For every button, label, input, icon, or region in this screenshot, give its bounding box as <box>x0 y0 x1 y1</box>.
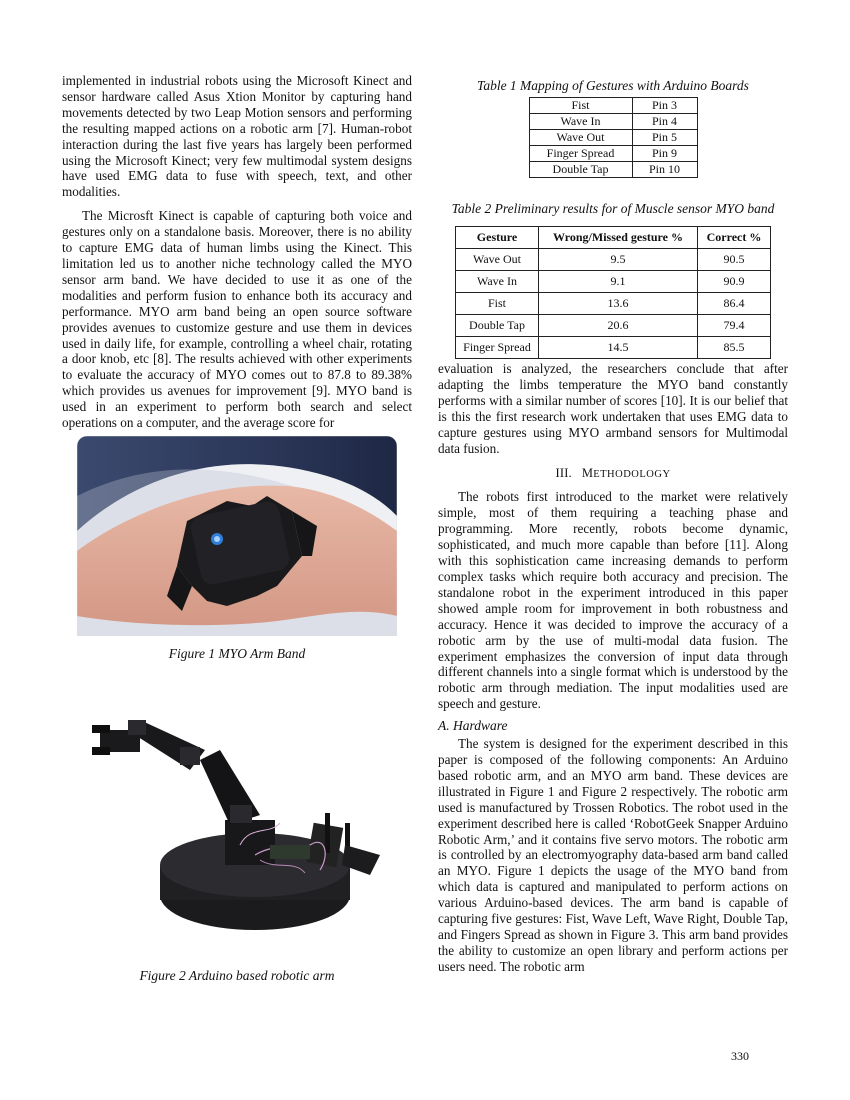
table-2-wrong-cell: 9.1 <box>539 271 698 293</box>
robotic-arm-image <box>80 705 385 960</box>
myo-arm-band-image <box>77 436 397 636</box>
table-1-pin-cell: Pin 5 <box>632 130 697 146</box>
table-1-gesture-cell: Fist <box>529 98 632 114</box>
table-2-gesture-cell: Double Tap <box>456 315 539 337</box>
table-2-row <box>456 271 771 293</box>
table-2-correct-cell: 79.4 <box>698 315 771 337</box>
table-2-correct-cell: 86.4 <box>698 293 771 315</box>
table-2-wrong-cell: 20.6 <box>539 315 698 337</box>
table-2-row <box>456 337 771 359</box>
table-1-row <box>529 98 697 114</box>
table-2-correct-cell: 90.9 <box>698 271 771 293</box>
table-1-row <box>529 130 697 146</box>
right-column <box>438 78 788 975</box>
right-paragraph-1: evaluation is analyzed, the researchers conclude that after adapting the limbs temperature the MYO band constantly performs with a similar number of scores [10]. It is our belief that is this the first research work undertaken that uses EMG data to capture gestures using MYO armband sensors for Multimodal data fusion. <box>438 361 788 456</box>
table-2-gesture-cell: Wave Out <box>456 249 539 271</box>
table-2-row <box>456 249 771 271</box>
figure-1-myo-arm-band <box>77 436 397 636</box>
table-1-row <box>529 162 697 178</box>
table-2-row <box>456 293 771 315</box>
table-1-pin-cell: Pin 3 <box>632 98 697 114</box>
table-1-gesture-cell: Wave In <box>529 114 632 130</box>
table-2-row <box>456 315 771 337</box>
table-2-header-wrong: Wrong/Missed gesture % <box>539 227 698 249</box>
table-1-pin-cell: Pin 9 <box>632 146 697 162</box>
right-paragraph-2: The robots first introduced to the market were relatively simple, most of them requiring a teaching phase and programming. More recently, robots become dynamic, sophisticated, and much more capable than before [11]. Along with this sophistication came increasing demands to perform complex tasks which require both accuracy and precision. The standalone robot in the experiment introduced in this paper showed ample room for improvement in both robustness and accuracy. Hence it was decided to improve the accuracy of a robotic arm by the use of multi-modal data fusion. The experiment emphasizes the conversion of input data through different channels into a single format which is understood by the robotic arm through mediation. The input modalities used are speech and gesture. <box>438 489 788 712</box>
figure-2-robotic-arm <box>80 705 385 960</box>
table-1-gesture-mapping <box>529 97 698 178</box>
table-1-pin-cell: Pin 10 <box>632 162 697 178</box>
table-2-correct-cell: 90.5 <box>698 249 771 271</box>
left-paragraph-2: The Microsft Kinect is capable of capturing both voice and gestures only on a standalone basis. Moreover, there is no ability to capture EMG data of human limbs using the Kinect. This limitation led us to another niche technology called the MYO sensor arm band. We have decided to use it as one of the modalities and perform fusion to enhance both its accuracy and performance. MYO arm band being an open source software provides avenues to customize gesture and use them in devices used in daily life, for example, controlling a wheel chair, rotating a door knob, etc [8]. The results achieved with other experiments to evaluate the accuracy of MYO comes out to 87.8 to 89.38% which provides us avenues for improvement [9]. MYO band is used in an experiment to perform both search and select operations on a computer, and the average score for <box>62 208 412 431</box>
table-2-gesture-cell: Wave In <box>456 271 539 293</box>
table-2-header-gesture: Gesture <box>456 227 539 249</box>
table-2-wrong-cell: 13.6 <box>539 293 698 315</box>
table-2-wrong-cell: 9.5 <box>539 249 698 271</box>
table-1-pin-cell: Pin 4 <box>632 114 697 130</box>
table-2-gesture-cell: Fist <box>456 293 539 315</box>
table-2-gesture-cell: Finger Spread <box>456 337 539 359</box>
table-2-wrong-cell: 14.5 <box>539 337 698 359</box>
table-1-row <box>529 114 697 130</box>
table-1-gesture-cell: Wave Out <box>529 130 632 146</box>
table-2-preliminary-results <box>455 226 771 359</box>
table-1-caption: Table 1 Mapping of Gestures with Arduino Boards <box>477 78 749 93</box>
table-1-gesture-cell: Finger Spread <box>529 146 632 162</box>
page-number: 330 <box>731 1049 749 1063</box>
section-title-initial: M <box>581 466 594 481</box>
table-2-caption: Table 2 Preliminary results for of Muscle sensor MYO band <box>451 201 775 216</box>
table-1-row <box>529 146 697 162</box>
section-number: III. <box>555 466 572 481</box>
left-paragraph-1: implemented in industrial robots using the Microsoft Kinect and sensor hardware called Asus Xtion Monitor by capturing hand movements detected by two Leap Motion sensors and performing the resulting mapped actions on a robotic arm [7]. Human-robot interaction during the last five years has largely been performed using the Microsoft Kinect; very few multimodal system designs have used EMG data to fuse with speech, text, and other modalities. <box>62 73 412 200</box>
subsection-hardware: A. Hardware <box>438 718 508 734</box>
table-1-gesture-cell: Double Tap <box>529 162 632 178</box>
right-paragraph-3: The system is designed for the experiment described in this paper is composed of the following components: An Arduino based robotic arm, and an MYO arm band. These devices are illustrated in Figure 1 and Figure 2 respectively. The robotic arm used is manufactured by Trossen Robotics. The robot used in the experiment described here is called ‘RobotGeek Snapper Arduino Robotic Arm,’ and it contains five servo motors. The robotic arm is controlled by an electromyography data-based arm band called an MYO. Figure 1 depicts the usage of the MYO band from which data is captured and manipulated to perform actions on various Arduino-based devices. The arm band is capable of capturing five gestures: Fist, Wave Left, Wave Right, Double Tap, and Fingers Spread as shown in Figure 3. This arm band provides the ability to customize an open library and perform actions per users need. The robotic arm <box>438 736 788 974</box>
section-title-rest: ETHODOLOGY <box>593 469 671 481</box>
figure-2-caption: Figure 2 Arduino based robotic arm <box>139 968 335 983</box>
table-2-correct-cell: 85.5 <box>698 337 771 359</box>
left-column <box>62 73 412 431</box>
table-2-header-correct: Correct % <box>698 227 771 249</box>
section-heading-methodology <box>438 466 788 481</box>
figure-1-caption: Figure 1 MYO Arm Band <box>168 646 306 661</box>
